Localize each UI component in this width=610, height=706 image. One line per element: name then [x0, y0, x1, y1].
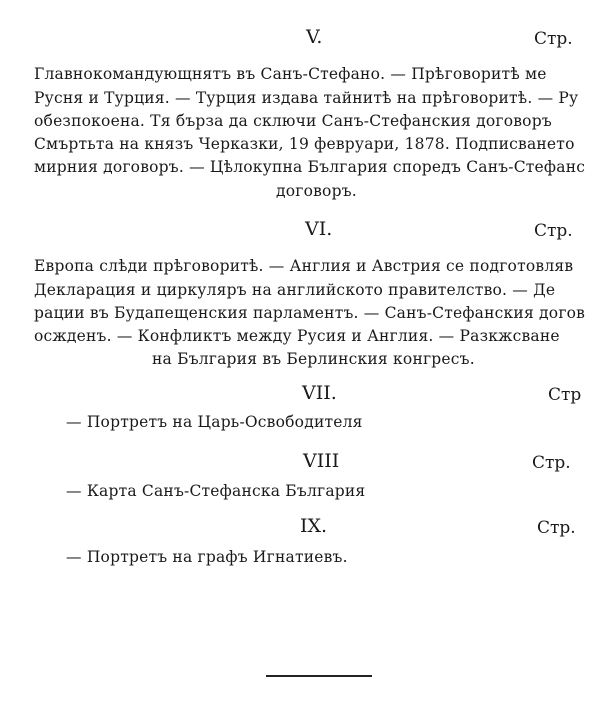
page-column-label: Стр	[548, 385, 582, 405]
text-line: — Карта Санъ-Стефанска България	[66, 482, 366, 500]
page-column-label: Стр.	[532, 453, 571, 473]
text-line: — Портретъ на Царь-Освободителя	[66, 413, 363, 431]
text-line: обезпокоена. Тя бърза да сключи Санъ-Стефанския договоръ	[34, 112, 552, 130]
text-line: Смъртьта на князъ Черказки, 19 февруари, 1878. Подписването	[34, 135, 575, 153]
text-line: Европа слѣди прѣговоритѣ. — Англия и Австрия се подготовляв	[34, 257, 574, 275]
end-rule-divider	[266, 675, 372, 677]
section-numeral: IX.	[300, 515, 328, 537]
page-column-label: Стр.	[534, 221, 573, 241]
text-line: — Портретъ на графъ Игнатиевъ.	[66, 548, 348, 566]
text-line: осжденъ. — Конфликтъ между Русия и Англия. — Разкжсване	[34, 327, 560, 345]
text-line: рации въ Будапещенския парламентъ. — Санъ-Стефанския догов	[34, 304, 586, 322]
section-numeral: V.	[306, 26, 323, 48]
text-line: Главнокомандующнятъ въ Санъ-Стефано. — Прѣговоритѣ ме	[34, 65, 547, 83]
text-line: Декларация и циркуляръ на английското правителство. — Де	[34, 281, 556, 299]
section-numeral: VIII	[303, 450, 340, 472]
section-numeral: VI.	[305, 218, 333, 240]
text-line: Русня и Турция. — Турция издава тайнитѣ на прѣговоритѣ. — Ру	[34, 89, 579, 107]
section-numeral: VII.	[302, 382, 337, 404]
page-column-label: Стр.	[534, 29, 573, 49]
text-line: договоръ.	[276, 182, 357, 200]
text-line: на България въ Берлинския конгресъ.	[152, 350, 475, 368]
page-column-label: Стр.	[537, 518, 576, 538]
text-line: мирния договоръ. — Цѣлокупна България споредъ Санъ-Стефанс	[34, 158, 586, 176]
